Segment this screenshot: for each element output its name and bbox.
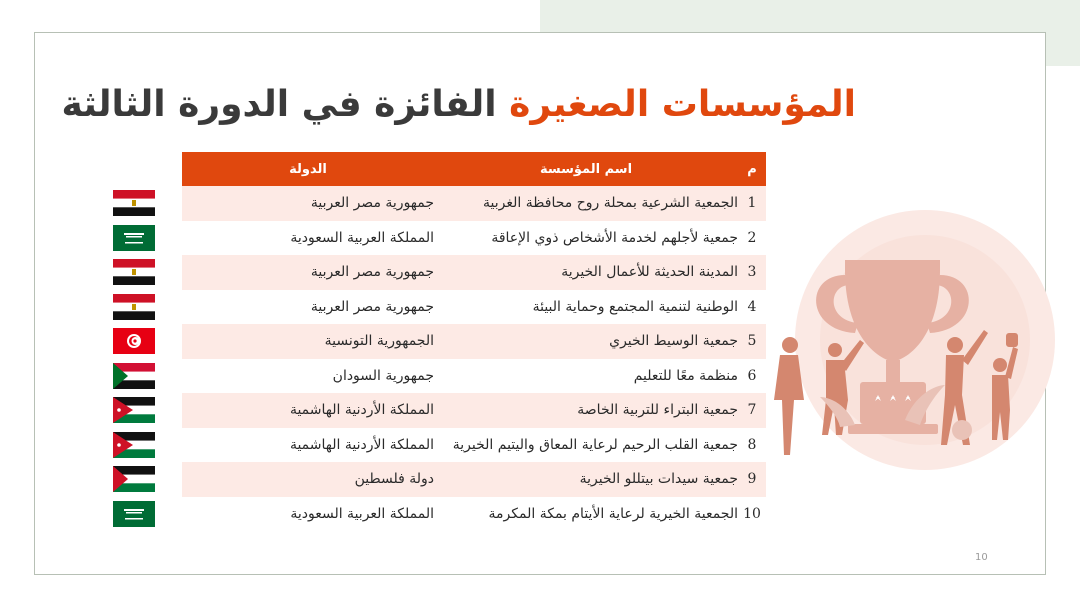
slide-title — [61, 80, 856, 130]
org-name: الجمعية الخيرية لرعاية الأيتام بمكة المكرمة — [434, 497, 738, 532]
table-row — [86, 393, 766, 428]
country-name: دولة فلسطين — [182, 462, 434, 497]
header-country: الدولة — [182, 152, 434, 186]
org-name: الجمعية الشرعية بمحلة روح محافظة الغربية — [434, 186, 738, 221]
egypt-flag-icon — [113, 190, 155, 216]
org-name: جمعية الوسيط الخيري — [434, 324, 738, 359]
row-num: 2 — [738, 221, 766, 256]
org-name: جمعية لأجلهم لخدمة الأشخاص ذوي الإعاقة — [434, 221, 738, 256]
country-name: جمهورية مصر العربية — [182, 186, 434, 221]
jordan-flag-icon — [113, 397, 155, 423]
row-num: 4 — [738, 290, 766, 325]
winners-table — [86, 152, 766, 531]
row-num: 6 — [738, 359, 766, 394]
org-name: جمعية القلب الرحيم لرعاية المعاق واليتيم الخيرية — [434, 428, 738, 463]
org-name: الوطنية لتنمية المجتمع وحماية البيئة — [434, 290, 738, 325]
saudi-flag-icon — [113, 225, 155, 251]
row-num: 1 — [738, 186, 766, 221]
country-name: جمهورية مصر العربية — [182, 255, 434, 290]
country-name: المملكة الأردنية الهاشمية — [182, 428, 434, 463]
table-row — [86, 290, 766, 325]
egypt-flag-icon — [113, 294, 155, 320]
org-name: منظمة معًا للتعليم — [434, 359, 738, 394]
header-num: م — [738, 152, 766, 186]
egypt-flag-icon — [113, 259, 155, 285]
org-name: جمعية سيدات بيتللو الخيرية — [434, 462, 738, 497]
trophy-illustration — [750, 195, 1060, 495]
saudi-flag-icon — [113, 501, 155, 527]
row-num: 9 — [738, 462, 766, 497]
title-rest: الفائزة في الدورة الثالثة — [61, 84, 497, 125]
table-row — [86, 359, 766, 394]
row-num: 5 — [738, 324, 766, 359]
country-name: المملكة العربية السعودية — [182, 497, 434, 532]
row-num: 3 — [738, 255, 766, 290]
table-row — [86, 324, 766, 359]
jordan-flag-icon — [113, 432, 155, 458]
table-row — [86, 497, 766, 532]
row-num: 7 — [738, 393, 766, 428]
table-row — [86, 255, 766, 290]
country-name: الجمهورية التونسية — [182, 324, 434, 359]
org-name: جمعية البتراء للتربية الخاصة — [434, 393, 738, 428]
palestine-flag-icon — [113, 466, 155, 492]
row-num: 8 — [738, 428, 766, 463]
sudan-flag-icon — [113, 363, 155, 389]
page-number: 10 — [975, 552, 988, 563]
header-org: اسم المؤسسة — [434, 152, 738, 186]
country-name: جمهورية مصر العربية — [182, 290, 434, 325]
table-row — [86, 462, 766, 497]
table-row — [86, 186, 766, 221]
header-flag — [86, 152, 182, 186]
row-num: 10 — [738, 497, 766, 532]
country-name: جمهورية السودان — [182, 359, 434, 394]
table-row — [86, 428, 766, 463]
country-name: المملكة الأردنية الهاشمية — [182, 393, 434, 428]
table-row — [86, 221, 766, 256]
table-header — [86, 152, 766, 186]
org-name: المدينة الحديثة للأعمال الخيرية — [434, 255, 738, 290]
country-name: المملكة العربية السعودية — [182, 221, 434, 256]
tunisia-flag-icon — [113, 328, 155, 354]
title-accent: المؤسسات الصغيرة — [509, 84, 856, 125]
